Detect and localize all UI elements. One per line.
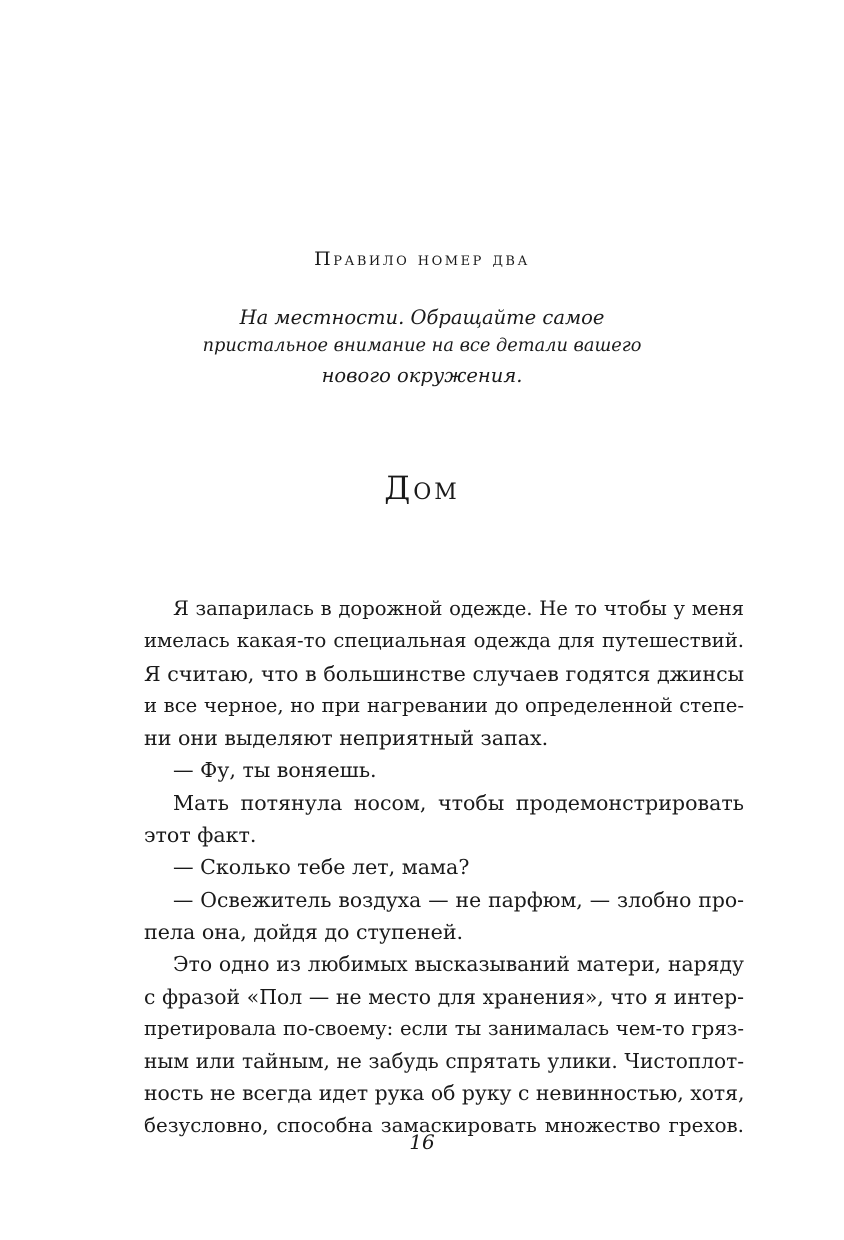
body-line: ным или тайным, не забудь спрятать улики. Чистоплот-	[144, 1049, 744, 1074]
body-text	[144, 593, 744, 1142]
body-line: с фразой «Пол — не место для хранения», что я интер-	[144, 984, 744, 1009]
body-line: безусловно, способна замаскировать множество грехов.	[144, 1113, 744, 1137]
epigraph	[200, 303, 644, 390]
body-line: — Освежитель воздуха — не парфюм, — злобно про-	[173, 887, 744, 912]
body-line: этот факт.	[144, 823, 257, 848]
body-line: претировала по-своему: если ты занималась чем-то гряз-	[144, 1016, 744, 1040]
epigraph-line: пристальное внимание на все детали вашего	[202, 336, 642, 356]
body-line: Мать потянула носом, чтобы продемонстрировать	[173, 790, 744, 815]
body-line: — Сколько тебе лет, мама?	[173, 855, 470, 880]
chapter-title: Дом	[384, 469, 460, 507]
body-line: ни они выделяют неприятный запах.	[144, 726, 549, 751]
body-line: и все черное, но при нагревании до определенной степе-	[144, 693, 744, 717]
rule-heading: Правило номер два	[314, 248, 530, 270]
body-line: ность не всегда идет рука об руку с невинностью, хотя,	[144, 1081, 745, 1106]
page-number: 16	[409, 1130, 435, 1154]
body-line: имелась какая-то специальная одежда для путешествий.	[144, 629, 744, 653]
epigraph-line: нового окружения.	[321, 364, 523, 387]
body-line: Я считаю, что в большинстве случаев годятся джинсы	[144, 661, 744, 686]
epigraph-line: На местности. Обращайте самое	[239, 306, 605, 329]
body-line: Это одно из любимых высказываний матери, наряду	[173, 952, 744, 977]
body-line: — Фу, ты воняешь.	[173, 758, 377, 783]
body-line: Я запарилась в дорожной одежде. Не то чтобы у меня	[173, 597, 744, 620]
body-line: пела она, дойдя до ступеней.	[144, 919, 464, 944]
